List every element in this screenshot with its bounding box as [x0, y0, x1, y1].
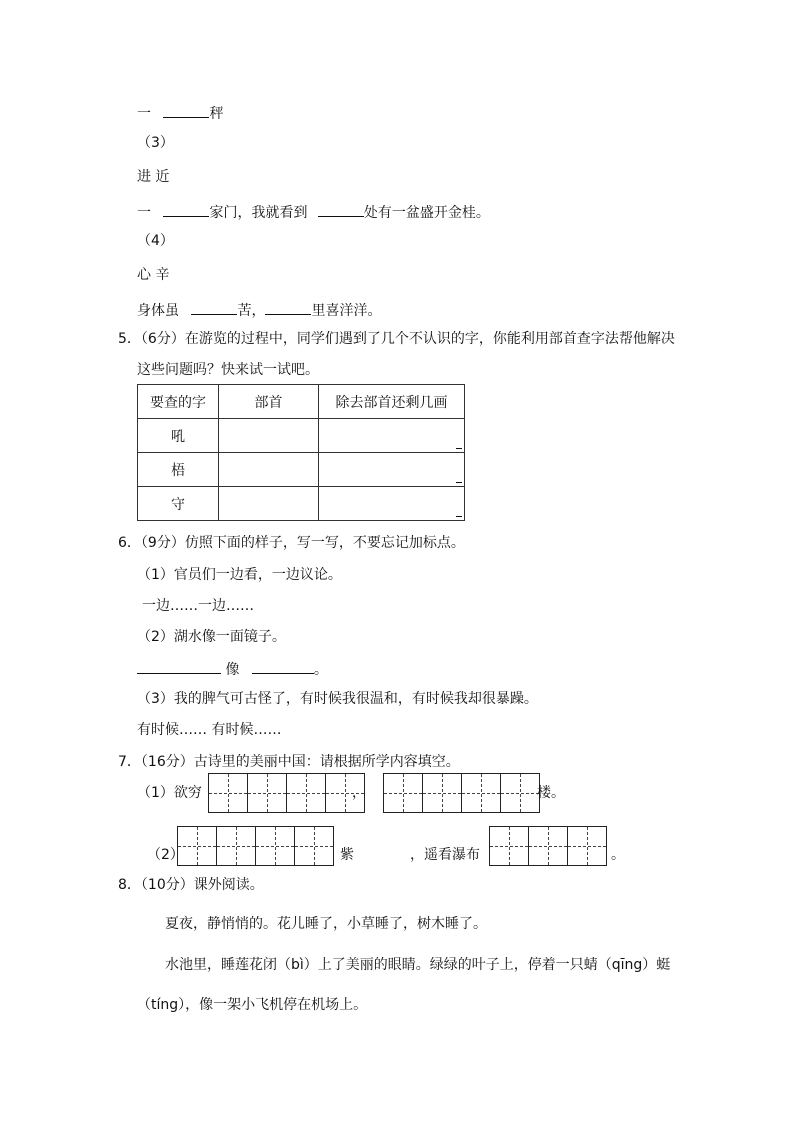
- lookup-character: 守: [138, 487, 219, 521]
- table-header-row: [138, 385, 465, 419]
- writing-cell[interactable]: [422, 773, 462, 813]
- q7-line2-mid2: ，遥看瀑布: [410, 847, 480, 863]
- stroke-answer-cell[interactable]: [319, 487, 465, 521]
- answer-blank[interactable]: [191, 300, 237, 315]
- q4-line1-suffix: 秤: [209, 106, 224, 122]
- writing-cell[interactable]: [383, 773, 423, 813]
- question-text: 古诗里的美丽中国：请根据所学内容填空。: [193, 754, 460, 770]
- header-character: 要查的字: [138, 385, 219, 419]
- q4-line1: [137, 103, 223, 123]
- radical-answer-cell[interactable]: [219, 487, 319, 521]
- lookup-character: 吼: [138, 419, 219, 453]
- reading-paragraph-2: 水池里，睡莲花闭（bì）上了美丽的眼睛。绿绿的叶子上，停着一只蜻（qīng）蜓（tíng），像一架小飞机停在机场上。: [137, 957, 671, 1013]
- writing-cell[interactable]: [461, 773, 501, 813]
- q4-part3-label: （3）: [137, 135, 174, 151]
- table-row: [138, 419, 465, 453]
- stroke-answer-cell[interactable]: [319, 453, 465, 487]
- q7-line1-comma: ，: [352, 785, 366, 801]
- q8-prompt: [118, 876, 264, 894]
- writing-cell[interactable]: [528, 826, 568, 866]
- question-number: 8．: [118, 877, 141, 893]
- q4-part4-label: （4）: [137, 233, 174, 249]
- header-stroke-count: 除去部首还剩几画: [319, 385, 465, 419]
- question-score: （10分）: [140, 877, 194, 893]
- writing-cell[interactable]: [294, 826, 334, 866]
- question-number: 7．: [118, 754, 141, 770]
- answer-blank[interactable]: [163, 103, 209, 118]
- q6-item1-pattern: 一边……一边……: [142, 598, 254, 614]
- table-row: [138, 487, 465, 521]
- sentence-part: 像: [225, 662, 240, 678]
- writing-cell[interactable]: [247, 773, 287, 813]
- sentence-part: 身体虽: [137, 303, 179, 319]
- sentence-part: 苦，: [237, 303, 266, 319]
- sentence-part: 。: [313, 662, 328, 678]
- q6-prompt: [118, 534, 465, 552]
- poem-grid-1[interactable]: [208, 773, 364, 813]
- question-score: （9分）: [140, 535, 185, 551]
- q6-item3: （3）我的脾气可古怪了，有时候我很温和，有时候我却很暴躁。: [137, 691, 538, 707]
- q6-item2-answer: [137, 659, 328, 679]
- q7-line2-end: 。: [611, 847, 625, 863]
- writing-cell[interactable]: [177, 826, 217, 866]
- q7-line1-end: 楼。: [537, 785, 565, 801]
- lookup-character: 梧: [138, 453, 219, 487]
- q4-line1-prefix: 一: [137, 106, 151, 122]
- question-text: 课外阅读。: [193, 877, 264, 893]
- sentence-part: 一: [137, 205, 151, 221]
- question-text: 在游览的过程中，同学们遇到了几个不认识的字，你能利用部首查字法帮他解决: [184, 331, 675, 347]
- question-number: 5．: [118, 331, 141, 347]
- writing-cell[interactable]: [208, 773, 248, 813]
- answer-blank[interactable]: [137, 659, 221, 674]
- q5-prompt: [118, 330, 675, 348]
- question-number: 6．: [118, 535, 141, 551]
- question-score: （6分）: [140, 331, 185, 347]
- sentence-part: 家门，我就看到: [209, 205, 308, 221]
- q4-part4-sentence: [137, 300, 381, 320]
- q7-line2-label: （2）: [147, 847, 184, 863]
- radical-answer-cell[interactable]: [219, 419, 319, 453]
- radical-lookup-table: [137, 384, 465, 521]
- question-score: （16分）: [140, 754, 194, 770]
- q4-part4-chars: 心 辛: [137, 267, 170, 283]
- writing-cell[interactable]: [500, 773, 540, 813]
- answer-blank[interactable]: [163, 202, 209, 217]
- q5-prompt-line2: 这些问题吗？快来试一试吧。: [137, 362, 319, 378]
- q6-item2: （2）湖水像一面镜子。: [137, 629, 286, 645]
- poem-grid-4[interactable]: [489, 826, 606, 866]
- reading-paragraph-1: 夏夜，静悄悄的。花儿睡了，小草睡了，树木睡了。: [165, 916, 487, 932]
- answer-blank[interactable]: [265, 300, 311, 315]
- table-row: [138, 453, 465, 487]
- sentence-part: 里喜洋洋。: [311, 303, 382, 319]
- poem-grid-3[interactable]: [177, 826, 333, 866]
- stroke-answer-cell[interactable]: [319, 419, 465, 453]
- writing-cell[interactable]: [489, 826, 529, 866]
- q4-part3-sentence: [137, 202, 490, 222]
- question-text: 仿照下面的样子，写一写，不要忘记加标点。: [184, 535, 465, 551]
- q4-part3-chars: 进 近: [137, 169, 170, 185]
- q7-line2-mid: 紫: [340, 847, 354, 863]
- writing-cell[interactable]: [216, 826, 256, 866]
- q6-item3-pattern: 有时候…… 有时候……: [137, 722, 282, 738]
- answer-blank[interactable]: [318, 202, 364, 217]
- radical-answer-cell[interactable]: [219, 453, 319, 487]
- writing-cell[interactable]: [567, 826, 607, 866]
- sentence-part: 处有一盆盛开金桂。: [363, 205, 490, 221]
- answer-blank[interactable]: [252, 659, 314, 674]
- header-radical: 部首: [219, 385, 319, 419]
- writing-cell[interactable]: [286, 773, 326, 813]
- q6-item1: （1）官员们一边看，一边议论。: [137, 567, 342, 583]
- q7-line1-label: （1）欲穷: [137, 785, 202, 801]
- poem-grid-2[interactable]: [383, 773, 539, 813]
- writing-cell[interactable]: [255, 826, 295, 866]
- q7-prompt: [118, 753, 460, 771]
